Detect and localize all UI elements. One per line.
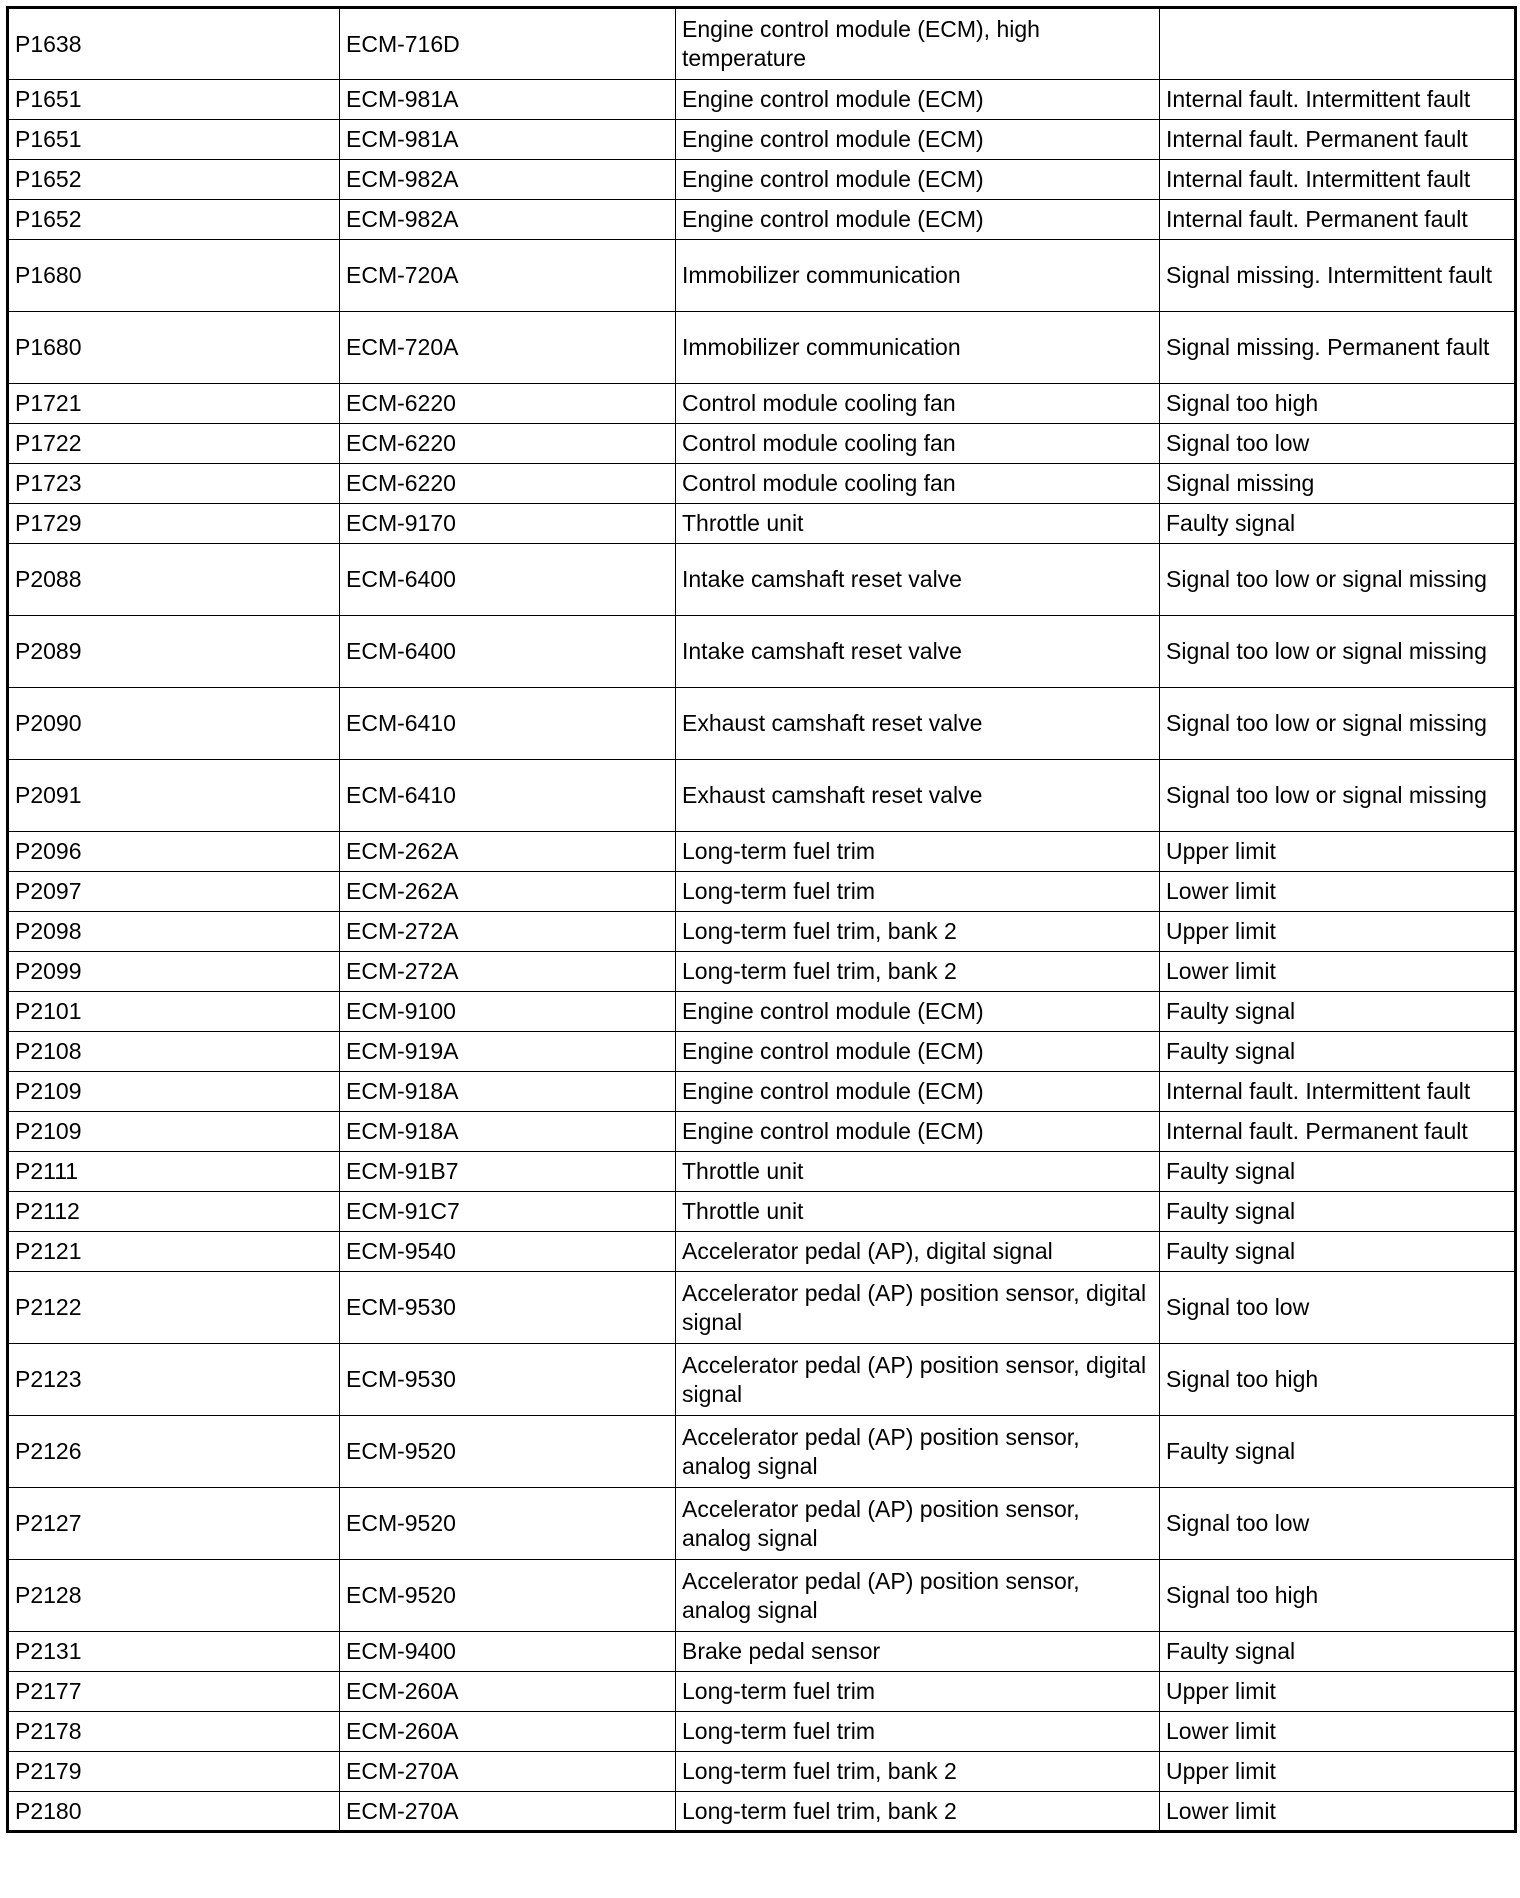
dtc-cell: P2101: [8, 992, 340, 1032]
fault-type-cell: Upper limit: [1160, 1672, 1516, 1712]
dtc-cell: P1651: [8, 80, 340, 120]
component-cell: Engine control module (ECM): [676, 1032, 1160, 1072]
component-cell: Long-term fuel trim, bank 2: [676, 1752, 1160, 1792]
fault-type-cell: Signal too low or signal missing: [1160, 688, 1516, 760]
diagnostic-code-cell: ECM-982A: [340, 160, 676, 200]
diagnostic-code-cell: ECM-260A: [340, 1712, 676, 1752]
dtc-cell: P2121: [8, 1232, 340, 1272]
component-cell: Throttle unit: [676, 1152, 1160, 1192]
fault-type-cell: Signal too high: [1160, 1344, 1516, 1416]
table-row: [8, 1632, 1516, 1672]
table-row: [8, 120, 1516, 160]
dtc-table: [6, 6, 1517, 1833]
fault-type-cell: Lower limit: [1160, 1792, 1516, 1832]
table-row: [8, 424, 1516, 464]
diagnostic-code-cell: ECM-982A: [340, 200, 676, 240]
dtc-cell: P2098: [8, 912, 340, 952]
table-row: [8, 1032, 1516, 1072]
fault-type-cell: Signal too low or signal missing: [1160, 616, 1516, 688]
dtc-cell: P2109: [8, 1072, 340, 1112]
diagnostic-code-cell: ECM-270A: [340, 1752, 676, 1792]
dtc-cell: P2180: [8, 1792, 340, 1832]
dtc-cell: P2096: [8, 832, 340, 872]
component-cell: Engine control module (ECM): [676, 1072, 1160, 1112]
fault-type-cell: Faulty signal: [1160, 1152, 1516, 1192]
table-row: [8, 688, 1516, 760]
dtc-cell: P1721: [8, 384, 340, 424]
fault-type-cell: Faulty signal: [1160, 1632, 1516, 1672]
table-row: [8, 1416, 1516, 1488]
fault-type-cell: Signal missing: [1160, 464, 1516, 504]
diagnostic-code-cell: ECM-272A: [340, 952, 676, 992]
diagnostic-code-cell: ECM-720A: [340, 240, 676, 312]
component-cell: Long-term fuel trim, bank 2: [676, 912, 1160, 952]
table-row: [8, 312, 1516, 384]
diagnostic-code-cell: ECM-716D: [340, 8, 676, 80]
diagnostic-code-cell: ECM-6410: [340, 760, 676, 832]
component-cell: Accelerator pedal (AP) position sensor, digital signal: [676, 1272, 1160, 1344]
dtc-cell: P2123: [8, 1344, 340, 1416]
table-row: [8, 1752, 1516, 1792]
table-row: [8, 1560, 1516, 1632]
diagnostic-code-cell: ECM-262A: [340, 832, 676, 872]
fault-type-cell: Signal too low: [1160, 424, 1516, 464]
diagnostic-code-cell: ECM-6220: [340, 424, 676, 464]
fault-type-cell: Internal fault. Permanent fault: [1160, 120, 1516, 160]
dtc-cell: P2122: [8, 1272, 340, 1344]
table-row: [8, 80, 1516, 120]
table-row: [8, 544, 1516, 616]
table-row: [8, 872, 1516, 912]
diagnostic-code-cell: ECM-6410: [340, 688, 676, 760]
component-cell: Engine control module (ECM): [676, 120, 1160, 160]
component-cell: Intake camshaft reset valve: [676, 544, 1160, 616]
fault-type-cell: Signal too low or signal missing: [1160, 760, 1516, 832]
diagnostic-code-cell: ECM-9530: [340, 1344, 676, 1416]
fault-type-cell: Lower limit: [1160, 952, 1516, 992]
dtc-cell: P1723: [8, 464, 340, 504]
dtc-cell: P1729: [8, 504, 340, 544]
fault-type-cell: Faulty signal: [1160, 1192, 1516, 1232]
table-row: [8, 240, 1516, 312]
dtc-cell: P1680: [8, 312, 340, 384]
dtc-cell: P2179: [8, 1752, 340, 1792]
diagnostic-code-cell: ECM-6400: [340, 544, 676, 616]
diagnostic-code-cell: ECM-262A: [340, 872, 676, 912]
diagnostic-code-cell: ECM-9520: [340, 1488, 676, 1560]
table-row: [8, 1232, 1516, 1272]
table-row: [8, 384, 1516, 424]
component-cell: Engine control module (ECM): [676, 200, 1160, 240]
dtc-cell: P2090: [8, 688, 340, 760]
table-row: [8, 1152, 1516, 1192]
fault-type-cell: Upper limit: [1160, 912, 1516, 952]
component-cell: Long-term fuel trim: [676, 832, 1160, 872]
table-row: [8, 1712, 1516, 1752]
table-row: [8, 1672, 1516, 1712]
component-cell: Immobilizer communication: [676, 240, 1160, 312]
diagnostic-code-cell: ECM-919A: [340, 1032, 676, 1072]
component-cell: Engine control module (ECM): [676, 992, 1160, 1032]
component-cell: Long-term fuel trim: [676, 872, 1160, 912]
fault-type-cell: Signal too low: [1160, 1488, 1516, 1560]
dtc-cell: P1652: [8, 160, 340, 200]
fault-type-cell: Faulty signal: [1160, 1416, 1516, 1488]
fault-type-cell: Faulty signal: [1160, 504, 1516, 544]
diagnostic-code-cell: ECM-918A: [340, 1112, 676, 1152]
table-row: [8, 1272, 1516, 1344]
fault-type-cell: Upper limit: [1160, 832, 1516, 872]
diagnostic-code-cell: ECM-9100: [340, 992, 676, 1032]
diagnostic-code-cell: ECM-91C7: [340, 1192, 676, 1232]
fault-type-cell: Signal missing. Permanent fault: [1160, 312, 1516, 384]
diagnostic-code-cell: ECM-6400: [340, 616, 676, 688]
component-cell: Exhaust camshaft reset valve: [676, 760, 1160, 832]
table-row: [8, 160, 1516, 200]
dtc-cell: P2108: [8, 1032, 340, 1072]
dtc-cell: P1651: [8, 120, 340, 160]
component-cell: Accelerator pedal (AP) position sensor, analog signal: [676, 1416, 1160, 1488]
component-cell: Engine control module (ECM): [676, 1112, 1160, 1152]
diagnostic-code-cell: ECM-6220: [340, 464, 676, 504]
dtc-cell: P2112: [8, 1192, 340, 1232]
table-row: [8, 832, 1516, 872]
fault-type-cell: Signal too low or signal missing: [1160, 544, 1516, 616]
dtc-cell: P2091: [8, 760, 340, 832]
component-cell: Intake camshaft reset valve: [676, 616, 1160, 688]
table-row: [8, 1488, 1516, 1560]
table-row: [8, 8, 1516, 80]
dtc-table-body: [8, 8, 1516, 1832]
table-row: [8, 200, 1516, 240]
dtc-cell: P1652: [8, 200, 340, 240]
dtc-cell: P2127: [8, 1488, 340, 1560]
dtc-cell: P2177: [8, 1672, 340, 1712]
table-row: [8, 464, 1516, 504]
dtc-cell: P2178: [8, 1712, 340, 1752]
dtc-cell: P1638: [8, 8, 340, 80]
component-cell: Throttle unit: [676, 504, 1160, 544]
dtc-cell: P2089: [8, 616, 340, 688]
fault-type-cell: Signal too high: [1160, 1560, 1516, 1632]
dtc-cell: P2088: [8, 544, 340, 616]
table-row: [8, 504, 1516, 544]
fault-type-cell: Upper limit: [1160, 1752, 1516, 1792]
diagnostic-code-cell: ECM-981A: [340, 120, 676, 160]
component-cell: Exhaust camshaft reset valve: [676, 688, 1160, 760]
fault-type-cell: Signal too low: [1160, 1272, 1516, 1344]
component-cell: Control module cooling fan: [676, 464, 1160, 504]
fault-type-cell: Faulty signal: [1160, 992, 1516, 1032]
dtc-cell: P1722: [8, 424, 340, 464]
component-cell: Accelerator pedal (AP) position sensor, digital signal: [676, 1344, 1160, 1416]
component-cell: Accelerator pedal (AP) position sensor, analog signal: [676, 1560, 1160, 1632]
table-row: [8, 616, 1516, 688]
table-row: [8, 1792, 1516, 1832]
table-row: [8, 1072, 1516, 1112]
table-row: [8, 1112, 1516, 1152]
diagnostic-code-cell: ECM-6220: [340, 384, 676, 424]
fault-type-cell: Lower limit: [1160, 872, 1516, 912]
table-row: [8, 992, 1516, 1032]
fault-type-cell: Faulty signal: [1160, 1232, 1516, 1272]
fault-type-cell: Signal missing. Intermittent fault: [1160, 240, 1516, 312]
component-cell: Control module cooling fan: [676, 424, 1160, 464]
component-cell: Throttle unit: [676, 1192, 1160, 1232]
dtc-cell: P2097: [8, 872, 340, 912]
fault-type-cell: Lower limit: [1160, 1712, 1516, 1752]
diagnostic-code-cell: ECM-720A: [340, 312, 676, 384]
component-cell: Accelerator pedal (AP), digital signal: [676, 1232, 1160, 1272]
dtc-cell: P1680: [8, 240, 340, 312]
component-cell: Long-term fuel trim: [676, 1712, 1160, 1752]
diagnostic-code-cell: ECM-260A: [340, 1672, 676, 1712]
fault-type-cell: Internal fault. Permanent fault: [1160, 1112, 1516, 1152]
dtc-cell: P2128: [8, 1560, 340, 1632]
fault-type-cell: [1160, 8, 1516, 80]
dtc-cell: P2131: [8, 1632, 340, 1672]
component-cell: Brake pedal sensor: [676, 1632, 1160, 1672]
table-row: [8, 952, 1516, 992]
dtc-cell: P2111: [8, 1152, 340, 1192]
table-row: [8, 1344, 1516, 1416]
fault-type-cell: Internal fault. Intermittent fault: [1160, 80, 1516, 120]
diagnostic-code-cell: ECM-270A: [340, 1792, 676, 1832]
diagnostic-code-cell: ECM-981A: [340, 80, 676, 120]
component-cell: Engine control module (ECM), high temperature: [676, 8, 1160, 80]
diagnostic-code-cell: ECM-918A: [340, 1072, 676, 1112]
diagnostic-code-cell: ECM-9530: [340, 1272, 676, 1344]
fault-type-cell: Internal fault. Intermittent fault: [1160, 160, 1516, 200]
component-cell: Long-term fuel trim, bank 2: [676, 1792, 1160, 1832]
table-row: [8, 912, 1516, 952]
diagnostic-code-cell: ECM-91B7: [340, 1152, 676, 1192]
component-cell: Long-term fuel trim, bank 2: [676, 952, 1160, 992]
component-cell: Engine control module (ECM): [676, 160, 1160, 200]
component-cell: Engine control module (ECM): [676, 80, 1160, 120]
diagnostic-code-cell: ECM-9520: [340, 1560, 676, 1632]
component-cell: Control module cooling fan: [676, 384, 1160, 424]
diagnostic-code-cell: ECM-9540: [340, 1232, 676, 1272]
fault-type-cell: Signal too high: [1160, 384, 1516, 424]
diagnostic-code-cell: ECM-9520: [340, 1416, 676, 1488]
table-row: [8, 1192, 1516, 1232]
component-cell: Accelerator pedal (AP) position sensor, analog signal: [676, 1488, 1160, 1560]
diagnostic-code-cell: ECM-9400: [340, 1632, 676, 1672]
component-cell: Immobilizer communication: [676, 312, 1160, 384]
fault-type-cell: Faulty signal: [1160, 1032, 1516, 1072]
dtc-cell: P2126: [8, 1416, 340, 1488]
dtc-cell: P2099: [8, 952, 340, 992]
diagnostic-code-cell: ECM-9170: [340, 504, 676, 544]
diagnostic-code-cell: ECM-272A: [340, 912, 676, 952]
table-row: [8, 760, 1516, 832]
fault-type-cell: Internal fault. Intermittent fault: [1160, 1072, 1516, 1112]
fault-type-cell: Internal fault. Permanent fault: [1160, 200, 1516, 240]
component-cell: Long-term fuel trim: [676, 1672, 1160, 1712]
dtc-cell: P2109: [8, 1112, 340, 1152]
